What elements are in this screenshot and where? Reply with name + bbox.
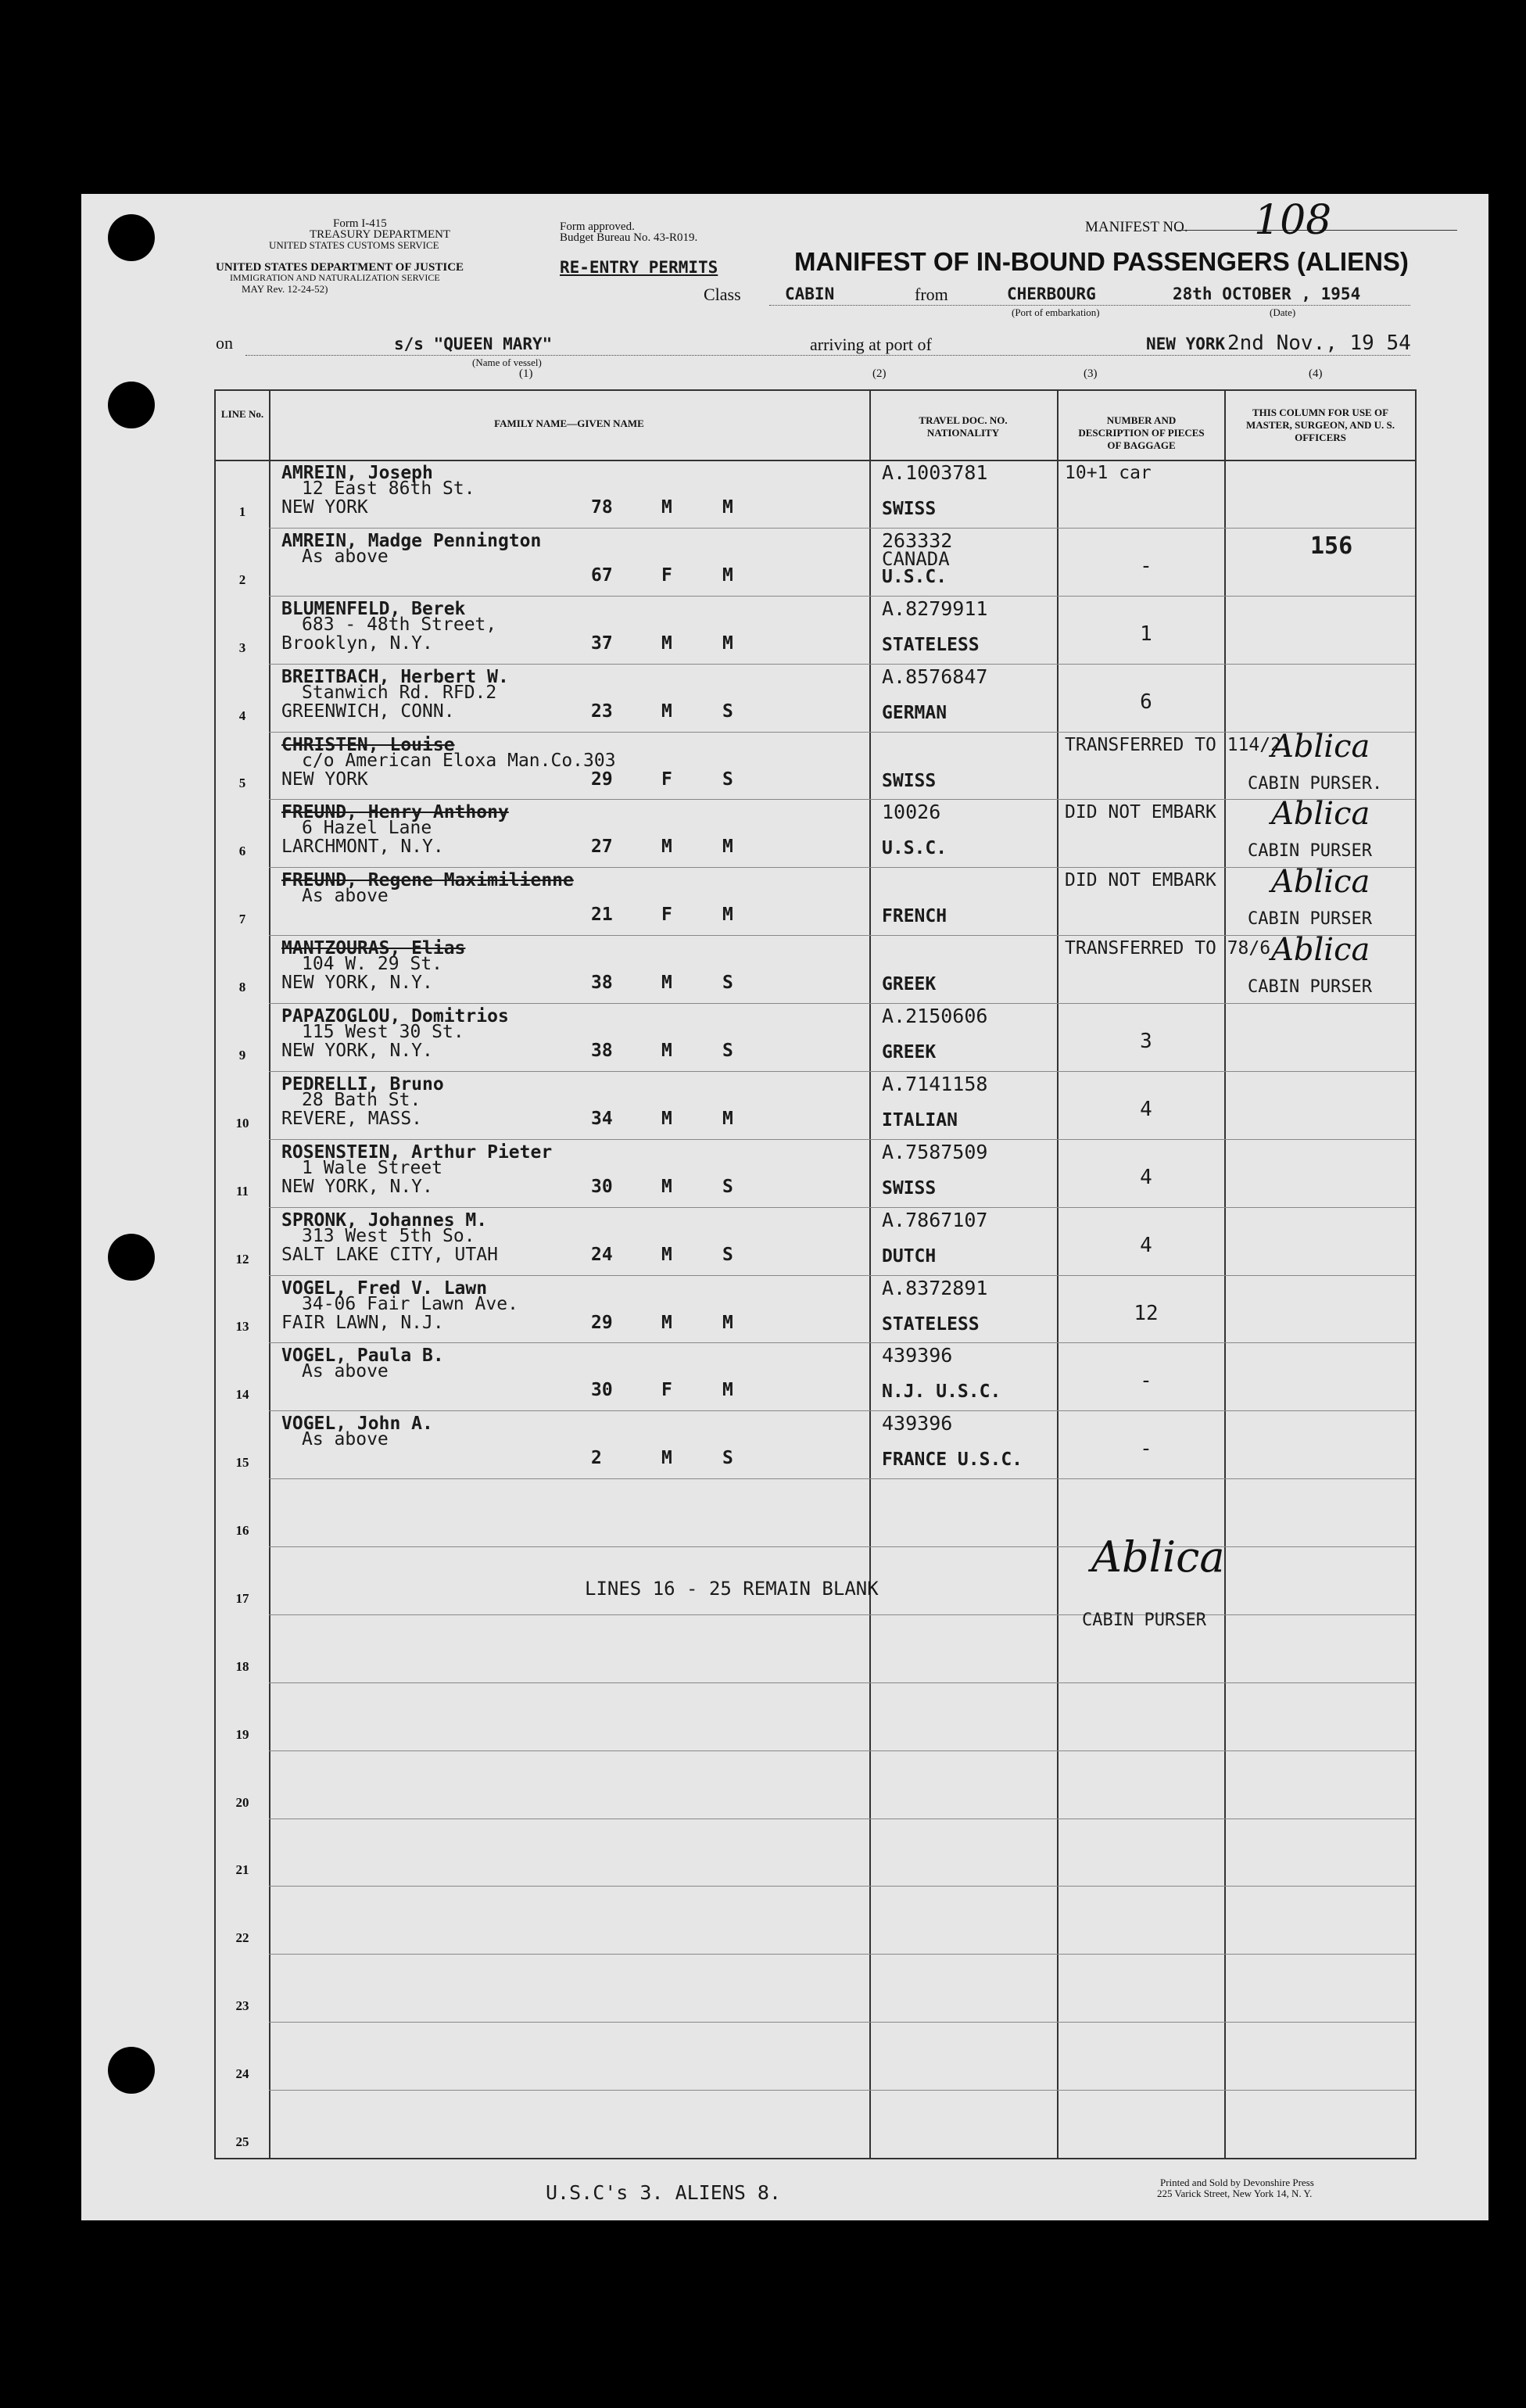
passenger-name: FREUND, Henry Anthony	[281, 802, 509, 823]
row-divider	[269, 799, 1415, 800]
nationality: U.S.C.	[882, 566, 947, 587]
passenger-name: ROSENSTEIN, Arthur Pieter	[281, 1141, 553, 1163]
arrival-port: NEW YORK	[1146, 335, 1226, 353]
line-number: 15	[235, 1455, 249, 1471]
passenger-address: 1 Wale Street	[302, 1157, 443, 1178]
officer-note: CABIN PURSER.	[1248, 773, 1383, 794]
reentry-permits: RE-ENTRY PERMITS	[560, 258, 718, 277]
from-label: from	[915, 285, 948, 304]
officer-signature: Ablica	[1271, 728, 1370, 765]
passenger-address: As above	[302, 886, 389, 907]
punch-hole	[108, 214, 155, 261]
passenger-sex: M	[661, 632, 672, 654]
passenger-sex: M	[661, 701, 672, 722]
line-number: 21	[235, 1862, 249, 1878]
line-number: 1	[238, 503, 246, 519]
passenger-address: As above	[302, 546, 389, 567]
baggage-description: -	[1140, 1369, 1152, 1393]
passenger-age: 29	[591, 1312, 613, 1333]
passenger-city: NEW YORK, N.Y.	[281, 1041, 433, 1062]
row-divider	[269, 1750, 1415, 1751]
nationality: STATELESS	[882, 1313, 980, 1335]
row-divider	[269, 1342, 1415, 1343]
class-line	[769, 305, 1410, 306]
purser-label: CABIN PURSER	[1082, 1611, 1206, 1630]
passenger-age: 37	[591, 632, 613, 654]
justice-label: UNITED STATES DEPARTMENT OF JUSTICE	[216, 261, 464, 274]
passenger-marital-status: S	[722, 1176, 733, 1197]
passenger-age: 21	[591, 905, 613, 926]
form-number: Form I-415	[333, 217, 387, 230]
form-approved: Form approved.	[560, 220, 635, 233]
officer-note: CABIN PURSER	[1248, 977, 1372, 998]
travel-doc-header: TRAVEL DOC. NO. NATIONALITY	[919, 414, 1008, 439]
row-divider	[269, 2022, 1415, 2023]
row-divider	[269, 732, 1415, 733]
travel-doc-number: 10026	[882, 801, 941, 824]
line-number: 18	[235, 1658, 249, 1674]
passenger-marital-status: S	[722, 701, 733, 722]
passenger-marital-status: M	[722, 837, 733, 858]
manifest-page	[81, 194, 1488, 2220]
passenger-age: 27	[591, 837, 613, 858]
row-divider	[269, 1410, 1415, 1411]
line-number: 6	[238, 844, 246, 859]
blank-lines-note: LINES 16 - 25 REMAIN BLANK	[585, 1578, 879, 1600]
nationality: FRANCE U.S.C.	[882, 1449, 1023, 1471]
line-number: 2	[238, 572, 246, 587]
line-number: 22	[235, 1930, 249, 1946]
nationality: U.S.C.	[882, 838, 947, 859]
row-divider	[269, 1682, 1415, 1683]
nationality: DUTCH	[882, 1245, 937, 1267]
baggage-description: DID NOT EMBARK	[1065, 870, 1216, 891]
punch-hole	[108, 382, 155, 428]
row-divider	[269, 1478, 1415, 1479]
passenger-city: Brooklyn, N.Y.	[281, 632, 433, 654]
passenger-name: AMREIN, Joseph	[281, 463, 433, 483]
baggage-header: NUMBER AND DESCRIPTION OF PIECES OF BAGGAGE	[1078, 414, 1205, 451]
passenger-name: AMREIN, Madge Pennington	[281, 530, 542, 551]
class-value: CABIN	[785, 285, 835, 303]
travel-doc-number: 439396	[882, 1344, 953, 1367]
row-divider	[269, 935, 1415, 936]
passenger-name: VOGEL, Paula B.	[281, 1346, 444, 1367]
row-divider	[269, 664, 1415, 665]
col-index-1: (1)	[519, 367, 533, 380]
passenger-address: As above	[302, 1429, 389, 1450]
baggage-description: 6	[1140, 690, 1152, 714]
nationality: SWISS	[882, 1177, 937, 1199]
line-number: 13	[235, 1319, 249, 1335]
vessel-caption: (Name of vessel)	[472, 357, 542, 368]
passenger-name: SPRONK, Johannes M.	[281, 1209, 488, 1231]
passenger-address: As above	[302, 1361, 389, 1382]
travel-doc-number: A.7141158	[882, 1072, 988, 1095]
row-divider	[269, 1139, 1415, 1140]
officer-note: CABIN PURSER	[1248, 841, 1372, 862]
line-number: 20	[235, 1794, 249, 1810]
passenger-city: FAIR LAWN, N.J.	[281, 1312, 444, 1333]
officer-note: 156	[1310, 532, 1353, 560]
baggage-description: 4	[1140, 1165, 1152, 1189]
passenger-age: 78	[591, 497, 613, 518]
passenger-city: LARCHMONT, N.Y.	[281, 837, 444, 858]
line-number: 16	[235, 1523, 249, 1539]
passenger-sex: M	[661, 1448, 672, 1469]
passenger-marital-status: M	[722, 1380, 733, 1401]
col-index-2: (2)	[872, 367, 887, 380]
line-number: 11	[235, 1183, 249, 1199]
passenger-sex: M	[661, 973, 672, 994]
nationality: FRENCH	[882, 906, 947, 927]
passenger-age: 38	[591, 973, 613, 994]
baggage-description: -	[1140, 554, 1152, 578]
passenger-table	[214, 389, 1417, 2159]
row-divider	[269, 1886, 1415, 1887]
line-number: 7	[238, 912, 246, 927]
header-divider	[216, 460, 1415, 461]
travel-doc-number: A.2150606	[882, 1005, 988, 1028]
passenger-address: 104 W. 29 St.	[302, 954, 443, 975]
passenger-name: CHRISTEN, Louise	[281, 734, 455, 755]
from-value: CHERBOURG	[1007, 285, 1096, 303]
baggage-description: -	[1140, 1437, 1152, 1461]
passenger-marital-status: M	[722, 1312, 733, 1333]
baggage-description: 3	[1140, 1030, 1152, 1054]
line-number: 5	[238, 776, 246, 791]
line-number: 4	[238, 708, 246, 723]
col-index-4: (4)	[1309, 367, 1323, 380]
passenger-name: BREITBACH, Herbert W.	[281, 666, 509, 687]
baggage-description: TRANSFERRED TO 114/2	[1065, 734, 1281, 755]
passenger-sex: F	[661, 905, 672, 926]
row-divider	[269, 596, 1415, 597]
officer-signature: Ablica	[1271, 932, 1370, 969]
passenger-marital-status: S	[722, 769, 733, 790]
passenger-address: c/o American Eloxa Man.Co.303	[302, 750, 616, 771]
travel-doc-number: 263332	[882, 529, 953, 552]
passenger-sex: F	[661, 769, 672, 790]
passenger-city: REVERE, MASS.	[281, 1108, 423, 1129]
line-number: 24	[235, 2066, 249, 2082]
baggage-description: DID NOT EMBARK	[1065, 802, 1216, 823]
travel-doc-number: A.7587509	[882, 1140, 988, 1163]
line-number: 8	[238, 980, 246, 995]
officer-signature: Ablica	[1271, 864, 1370, 901]
line-number: 10	[235, 1115, 249, 1131]
passenger-age: 24	[591, 1244, 613, 1265]
embark-caption: (Port of embarkation)	[1012, 306, 1100, 318]
nationality: GREEK	[882, 1042, 937, 1063]
row-divider	[269, 867, 1415, 868]
passenger-marital-status: S	[722, 1041, 733, 1062]
passenger-name: VOGEL, John A.	[281, 1414, 433, 1435]
nationality: N.J. U.S.C.	[882, 1381, 1001, 1403]
passenger-name: PEDRELLI, Bruno	[281, 1073, 444, 1095]
passenger-marital-status: S	[722, 1244, 733, 1265]
passenger-sex: M	[661, 837, 672, 858]
passenger-address: 115 West 30 St.	[302, 1022, 464, 1043]
passenger-address: 683 - 48th Street,	[302, 614, 497, 635]
line-number: 9	[238, 1047, 246, 1062]
manifest-no-label: MANIFEST NO.	[1085, 219, 1188, 235]
passenger-sex: F	[661, 1380, 672, 1401]
passenger-marital-status: M	[722, 497, 733, 518]
nationality: GERMAN	[882, 702, 947, 723]
passenger-name: VOGEL, Fred V. Lawn	[281, 1277, 488, 1299]
passenger-age: 29	[591, 769, 613, 790]
purser-signature: Ablica	[1091, 1532, 1225, 1582]
passenger-age: 2	[591, 1448, 602, 1469]
officer-signature: Ablica	[1271, 796, 1370, 833]
passenger-sex: M	[661, 1312, 672, 1333]
on-label: on	[216, 333, 233, 353]
passenger-sex: M	[661, 1108, 672, 1129]
passenger-address: Stanwich Rd. RFD.2	[302, 682, 497, 703]
vessel-name: s/s "QUEEN MARY"	[394, 335, 553, 353]
passenger-age: 67	[591, 564, 613, 586]
passenger-city: NEW YORK, N.Y.	[281, 973, 433, 994]
line-number: 23	[235, 1998, 249, 2014]
nationality: STATELESS	[882, 634, 980, 655]
row-divider	[269, 1954, 1415, 1955]
passenger-age: 38	[591, 1041, 613, 1062]
line-number: 25	[235, 2134, 249, 2149]
travel-doc-number: A.7867107	[882, 1208, 988, 1231]
baggage-description: 4	[1140, 1233, 1152, 1257]
nationality: GREEK	[882, 974, 937, 995]
passenger-name: FREUND, Regene Maximilienne	[281, 870, 574, 891]
passenger-name: BLUMENFELD, Berek	[281, 598, 466, 619]
punch-hole	[108, 1234, 155, 1281]
passenger-address: 34-06 Fair Lawn Ave.	[302, 1293, 518, 1314]
treasury-label: TREASURY DEPARTMENT	[310, 228, 451, 241]
passenger-marital-status: M	[722, 905, 733, 926]
passenger-name: PAPAZOGLOU, Domitrios	[281, 1006, 509, 1027]
travel-doc-number: A.8576847	[882, 665, 988, 688]
passenger-marital-status: S	[722, 1448, 733, 1469]
nationality: SWISS	[882, 770, 937, 791]
customs-label: UNITED STATES CUSTOMS SERVICE	[269, 239, 439, 251]
officers-header: THIS COLUMN FOR USE OF MASTER, SURGEON, AND U. S. OFFICERS	[1246, 407, 1395, 443]
passenger-address: 12 East 86th St.	[302, 478, 475, 499]
passenger-marital-status: S	[722, 973, 733, 994]
travel-doc-number: A.8372891	[882, 1276, 988, 1299]
travel-doc-number: A.1003781	[882, 461, 988, 484]
printer-line-1: Printed and Sold by Devonshire Press	[1160, 2177, 1314, 2188]
departure-date: 28th OCTOBER , 1954	[1173, 285, 1361, 303]
passenger-name: MANTZOURAS, Elias	[281, 938, 466, 959]
arrival-date: 2nd Nov., 19 54	[1227, 331, 1411, 355]
passenger-address: 28 Bath St.	[302, 1089, 421, 1110]
passenger-age: 23	[591, 701, 613, 722]
footer-summary: U.S.C's 3. ALIENS 8.	[546, 2181, 782, 2204]
row-divider	[269, 1546, 1415, 1547]
travel-doc-extra: CANADA	[882, 547, 950, 570]
row-divider	[269, 1071, 1415, 1072]
line-number: 12	[235, 1251, 249, 1267]
passenger-city: SALT LAKE CITY, UTAH	[281, 1244, 498, 1265]
passenger-city: NEW YORK, N.Y.	[281, 1176, 433, 1197]
passenger-marital-status: M	[722, 564, 733, 586]
line-number: 3	[238, 640, 246, 655]
form-revision: MAY Rev. 12-24-52)	[242, 283, 328, 295]
passenger-sex: F	[661, 564, 672, 586]
passenger-age: 34	[591, 1108, 613, 1129]
passenger-city: NEW YORK	[281, 769, 368, 790]
passenger-sex: M	[661, 1041, 672, 1062]
vessel-line	[245, 355, 1410, 356]
passenger-sex: M	[661, 1244, 672, 1265]
baggage-description: 4	[1140, 1097, 1152, 1121]
travel-doc-number: 439396	[882, 1412, 953, 1435]
line-number: 19	[235, 1726, 249, 1742]
row-divider	[269, 1614, 1415, 1615]
manifest-number: 108	[1254, 197, 1332, 244]
passenger-city: GREENWICH, CONN.	[281, 701, 455, 722]
passenger-sex: M	[661, 497, 672, 518]
passenger-age: 30	[591, 1176, 613, 1197]
row-divider	[269, 2090, 1415, 2091]
baggage-description: TRANSFERRED TO 78/6	[1065, 938, 1271, 959]
punch-hole	[108, 2047, 155, 2094]
passenger-marital-status: M	[722, 1108, 733, 1129]
passenger-sex: M	[661, 1176, 672, 1197]
row-divider	[269, 1003, 1415, 1004]
row-divider	[269, 528, 1415, 529]
passenger-age: 30	[591, 1380, 613, 1401]
manifest-title: MANIFEST OF IN-BOUND PASSENGERS (ALIENS)	[794, 247, 1409, 276]
passenger-marital-status: M	[722, 632, 733, 654]
arriving-label: arriving at port of	[810, 335, 932, 354]
nationality: SWISS	[882, 499, 937, 519]
line-number: 17	[235, 1590, 249, 1606]
passenger-city: NEW YORK	[281, 497, 368, 518]
budget-number: Budget Bureau No. 43-R019.	[560, 231, 698, 244]
travel-doc-number: A.8279911	[882, 597, 988, 620]
line-no-header: LINE No.	[220, 408, 264, 420]
row-divider	[269, 1275, 1415, 1276]
baggage-description: 1	[1140, 622, 1152, 646]
nationality: ITALIAN	[882, 1109, 958, 1131]
baggage-description: 12	[1134, 1301, 1159, 1325]
immigration-label: IMMIGRATION AND NATURALIZATION SERVICE	[230, 272, 440, 283]
row-divider	[269, 1207, 1415, 1208]
class-label: Class	[704, 285, 741, 304]
name-header: FAMILY NAME—GIVEN NAME	[494, 417, 644, 429]
printer-line-2: 225 Varick Street, New York 14, N. Y.	[1157, 2188, 1313, 2199]
col-index-3: (3)	[1084, 367, 1098, 380]
date-caption: (Date)	[1270, 306, 1296, 318]
passenger-address: 313 West 5th So.	[302, 1225, 475, 1246]
officer-note: CABIN PURSER	[1248, 909, 1372, 930]
passenger-address: 6 Hazel Lane	[302, 818, 432, 839]
baggage-description: 10+1 car	[1065, 463, 1152, 483]
line-number: 14	[235, 1387, 249, 1403]
